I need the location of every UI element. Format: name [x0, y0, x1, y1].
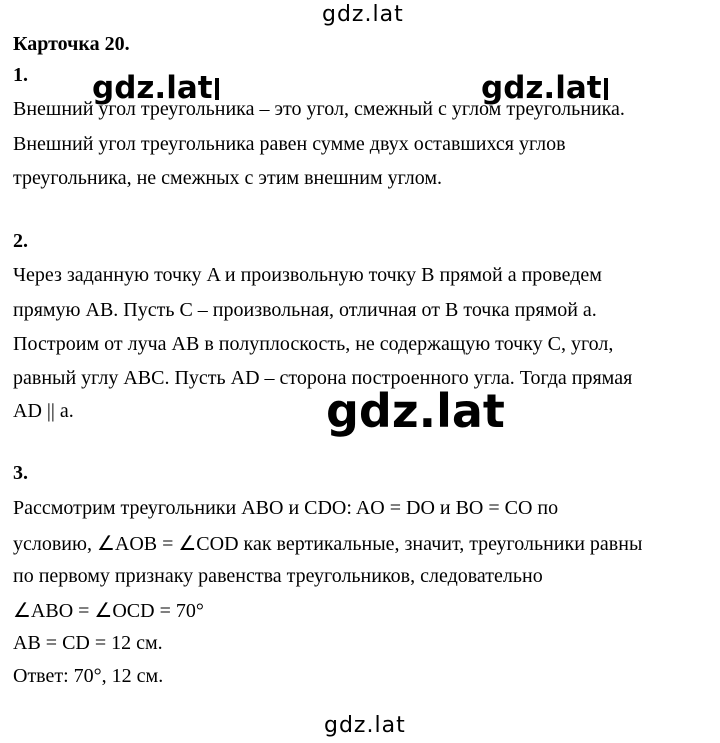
section-3-line-1: Рассмотрим треугольники ABO и CDO: AO = DO и BO = CO по — [13, 497, 559, 519]
section-3-line-2: условию, ∠AOB = ∠COD как вертикальные, значит, треугольники равны — [13, 533, 643, 555]
section-3-line-5: AB = CD = 12 см. — [13, 632, 163, 654]
section-1-number: 1. — [13, 64, 28, 86]
section-2-line-3: Построим от луча AB в полуплоскость, не содержащую точку C, угол, — [13, 333, 614, 355]
section-2-line-5: AD || a. — [13, 400, 74, 422]
watermark-right-text: gdz.lat — [481, 70, 602, 106]
section-3-line-3: по первому признаку равенства треугольников, следовательно — [13, 565, 543, 587]
section-3-answer: Ответ: 70°, 12 см. — [13, 665, 164, 687]
section-3-number: 3. — [13, 462, 28, 484]
watermark-center: gdz.lat — [326, 384, 505, 438]
watermark-bottom: gdz.lat — [324, 713, 406, 738]
section-1-line-2: Внешний угол треугольника равен сумме двух оставшихся углов — [13, 133, 566, 155]
watermark-bar-icon — [604, 78, 608, 100]
card-title: Карточка 20. — [13, 33, 130, 55]
section-3-line-4: ∠ABO = ∠OCD = 70° — [13, 600, 204, 622]
watermark-left-text: gdz.lat — [92, 70, 213, 106]
section-2-number: 2. — [13, 230, 28, 252]
watermark-top: gdz.lat — [322, 2, 404, 27]
section-2-line-2: прямую AB. Пусть C – произвольная, отличная от B точка прямой a. — [13, 299, 597, 321]
watermark-bar-icon — [215, 78, 219, 100]
section-1-line-3: треугольника, не смежных с этим внешним углом. — [13, 167, 443, 189]
section-2-line-4: равный углу ABC. Пусть AD – сторона построенного угла. Тогда прямая — [13, 367, 633, 389]
section-2-line-1: Через заданную точку A и произвольную точку B прямой a проведем — [13, 264, 602, 286]
section-1-line-1: Внешний угол треугольника – это угол, смежный с углом треугольника. — [13, 98, 625, 120]
